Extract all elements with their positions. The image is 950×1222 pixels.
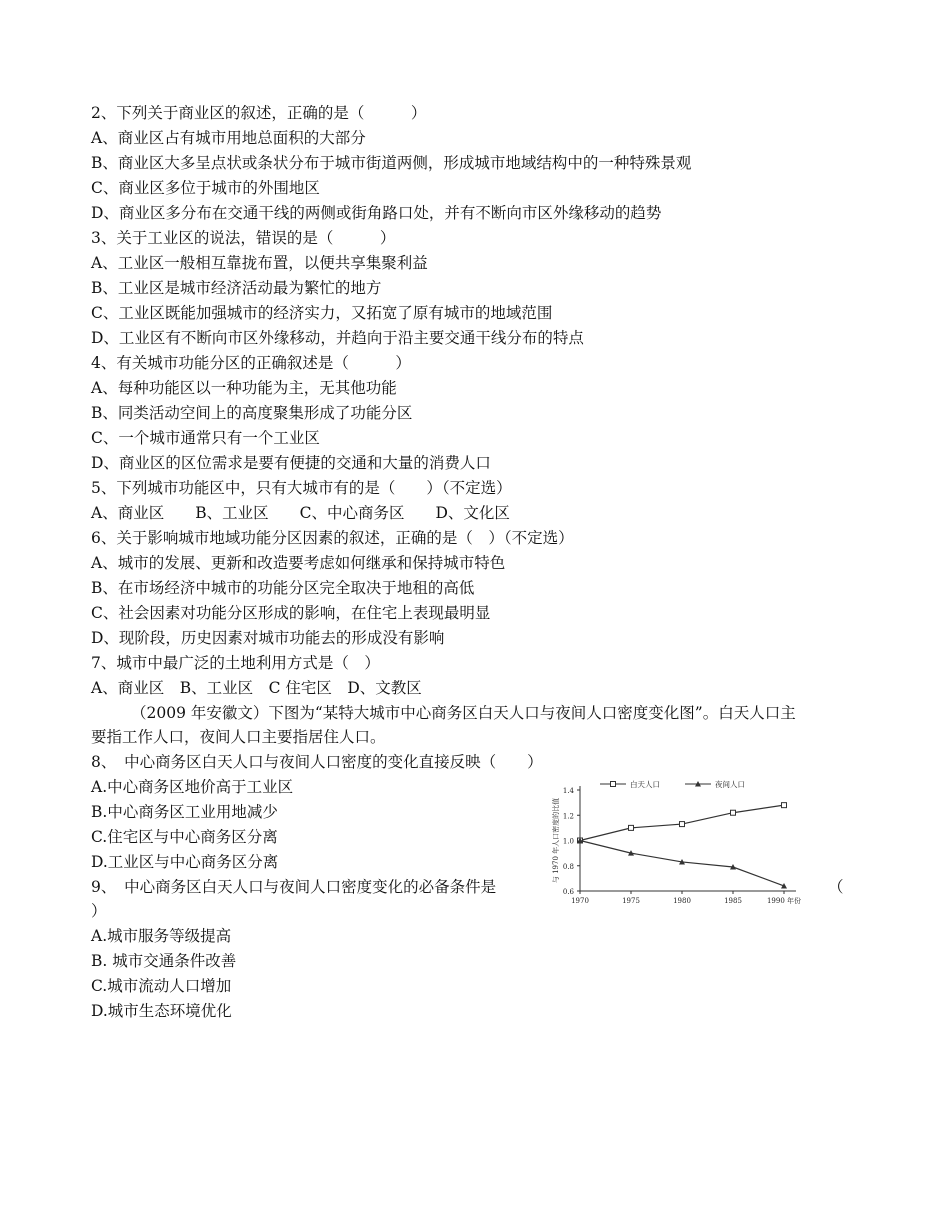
q2-option-a: A、商业区占有城市用地总面积的大部分 (91, 129, 366, 147)
q7-stem: 7、城市中最广泛的土地利用方式是（ ） (91, 654, 380, 672)
data-point-square (629, 825, 634, 830)
q2-stem: 2、下列关于商业区的叙述，正确的是（ ） (91, 104, 427, 122)
q9-option-a: A.城市服务等级提高 (91, 927, 232, 945)
q3-option-d: D、工业区有不断向市区外缘移动，并趋向于沿主要交通干线分布的特点 (91, 329, 584, 347)
q9-option-c: C.城市流动人口增加 (91, 977, 232, 995)
q9-paren-open: （ (828, 878, 844, 896)
q6-option-d: D、现阶段，历史因素对城市功能去的形成没有影响 (91, 629, 445, 647)
q6-option-b: B、在市场经济中城市的功能分区完全取决于地租的高低 (91, 579, 475, 597)
data-point-square (680, 822, 685, 827)
y-tick-label: 0.8 (562, 862, 574, 871)
q5-stem: 5、下列城市功能区中，只有大城市有的是（ ）（不定选） (91, 479, 512, 497)
x-tick-label: 1975 (622, 897, 640, 905)
q6-stem: 6、关于影响城市地域功能分区因素的叙述，正确的是（ ）（不定选） (91, 529, 574, 547)
q6-option-a: A、城市的发展、更新和改造要考虑如何继承和保持城市特色 (91, 554, 506, 572)
y-axis-label: 与 1970 年人口密度的比值 (552, 797, 560, 884)
q2-option-d: D、商业区多分布在交通干线的两侧或街角路口处，并有不断向市区外缘移动的趋势 (91, 204, 662, 222)
q9-stem: 9、 中心商务区白天人口与夜间人口密度变化的必备条件是 (91, 878, 497, 896)
q4-option-b: B、同类活动空间上的高度聚集形成了功能分区 (91, 404, 413, 422)
q4-option-a: A、每种功能区以一种功能为主，无其他功能 (91, 379, 397, 397)
q2-option-b: B、商业区大多呈点状或条状分布于城市街道两侧，形成城市地域结构中的一种特殊景观 (91, 154, 692, 172)
intro-line-1: （2009 年安徽文）下图为“某特大城市中心商务区白天人口与夜间人口密度变化图”。白天人口主 (131, 704, 796, 722)
q9-option-b: B. 城市交通条件改善 (91, 952, 237, 970)
x-tick-label: 1990 年份 (766, 897, 802, 905)
y-tick-label: 0.6 (562, 888, 574, 896)
q3-option-a: A、工业区一般相互靠拢布置，以便共享集聚利益 (91, 254, 428, 272)
legend-marker-square (611, 782, 616, 787)
q8-option-b: B.中心商务区工业用地减少 (91, 803, 278, 821)
data-point-square (731, 810, 736, 815)
q4-stem: 4、有关城市功能分区的正确叙述是（ ） (91, 354, 411, 372)
q3-option-c: C、工业区既能加强城市的经济实力，又拓宽了原有城市的地域范围 (91, 304, 553, 322)
intro-line-2: 要指工作人口，夜间人口主要指居住人口。 (91, 728, 386, 746)
q4-option-c: C、一个城市通常只有一个工业区 (91, 429, 320, 447)
x-tick-label: 1985 (724, 897, 742, 905)
population-density-chart (550, 776, 820, 911)
q8-option-d: D.工业区与中心商务区分离 (91, 853, 279, 871)
x-tick-label: 1970 (571, 897, 589, 905)
y-tick-label: 1.0 (562, 837, 574, 846)
chart-svg (550, 776, 820, 911)
q6-option-c: C、社会因素对功能分区形成的影响，在住宅上表现最明显 (91, 604, 491, 622)
q3-option-b: B、工业区是城市经济活动最为繁忙的地方 (91, 279, 382, 297)
q8-option-c: C.住宅区与中心商务区分离 (91, 828, 278, 846)
legend-label: 白天人口 (630, 780, 660, 789)
q9-option-d: D.城市生态环境优化 (91, 1002, 232, 1020)
y-tick-label: 1.2 (562, 812, 574, 821)
q4-option-d: D、商业区的区位需求是要有便捷的交通和大量的消费人口 (91, 454, 491, 472)
data-point-square (782, 803, 787, 808)
q8-stem: 8、 中心商务区白天人口与夜间人口密度的变化直接反映（ ） (91, 753, 543, 771)
x-tick-label: 1980 (673, 897, 691, 905)
q8-option-a: A.中心商务区地价高于工业区 (91, 778, 294, 796)
q2-option-c: C、商业区多位于城市的外围地区 (91, 179, 320, 197)
legend-label: 夜间人口 (715, 780, 745, 789)
q3-stem: 3、关于工业区的说法，错误的是（ ） (91, 229, 396, 247)
y-tick-label: 1.4 (562, 787, 574, 795)
q7-options: A、商业区 B、工业区 C 住宅区 D、文教区 (91, 679, 422, 697)
q9-paren-close: ） (91, 902, 107, 920)
q5-options: A、商业区 B、工业区 C、中心商务区 D、文化区 (91, 504, 510, 522)
